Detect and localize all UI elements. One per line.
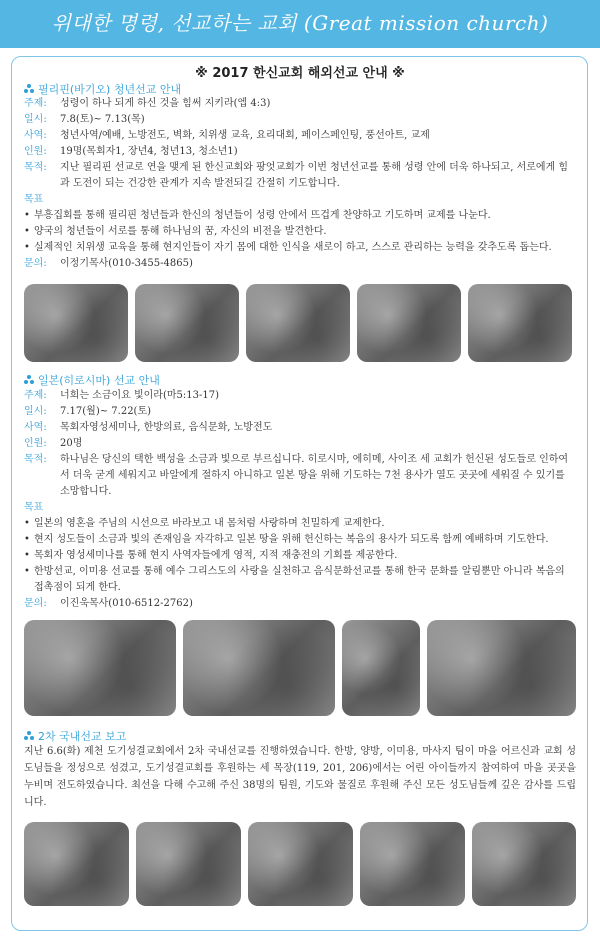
cluster-dots-icon [24, 375, 34, 385]
photo [342, 620, 420, 716]
info-label: 목적: [24, 454, 47, 465]
info-value: 7.8(토)~ 7.13(목) [60, 114, 145, 125]
document-title: ※ 2017 한신교회 해외선교 안내 ※ [195, 66, 405, 81]
cluster-dots-icon [24, 731, 34, 741]
section-heading-text: 일본(히로시마) 선교 안내 [38, 374, 160, 387]
photo [183, 620, 335, 716]
info-label: 인원: [24, 438, 47, 449]
info-label: 일시: [24, 406, 47, 417]
domestic-photo-strip [24, 822, 576, 906]
goal-list [24, 208, 576, 256]
info-row [24, 128, 576, 144]
contact-value: 이진욱목사(010-6512-2762) [60, 598, 193, 609]
info-row [24, 160, 576, 192]
list-item: • 양국의 청년들이 서로를 통해 하나님의 꿈, 자신의 비전을 발견한다. [24, 224, 576, 240]
contact-row [24, 256, 576, 272]
photo [135, 284, 239, 362]
info-row [24, 144, 576, 160]
goal-label: 목표 [24, 502, 44, 513]
cluster-dots-icon [24, 84, 34, 94]
photo [248, 822, 353, 906]
contact-label: 문의: [24, 258, 47, 269]
info-label: 주제: [24, 390, 47, 401]
info-value: 20명 [60, 438, 83, 449]
photo [357, 284, 461, 362]
info-row [24, 388, 576, 404]
photo [24, 284, 128, 362]
goal-label: 목표 [24, 194, 44, 205]
photo [360, 822, 465, 906]
japan-info [24, 388, 576, 612]
photo [468, 284, 572, 362]
info-label: 주제: [24, 98, 47, 109]
list-item: • 부흥집회를 통해 필리핀 청년들과 한신의 청년들이 성령 안에서 뜨겁게 찬양하고 기도하며 교제를 나눈다. [24, 208, 576, 224]
info-value: 청년사역/예배, 노방전도, 벽화, 치위생 교육, 요리대회, 페이스페인팅, 풍선아트, 교제 [60, 130, 430, 141]
info-label: 사역: [24, 422, 47, 433]
contact-row [24, 596, 576, 612]
info-row [24, 452, 576, 500]
photo [246, 284, 350, 362]
info-label: 인원: [24, 146, 47, 157]
section-heading-philippines [24, 81, 181, 97]
contact-value: 이정기목사(010-3455-4865) [60, 258, 193, 269]
list-item: • 한방선교, 이미용 선교를 통해 예수 그리스도의 사랑을 실천하고 음식문화선교를 통해 한국 문화를 알림뿐만 아니라 복음의 접촉점이 되게 한다. [24, 564, 576, 596]
info-row [24, 96, 576, 112]
info-row [24, 436, 576, 452]
list-item: • 실제적인 치위생 교육을 통해 현지인들이 자기 몸에 대한 인식을 새로이 하고, 스스로 관리하는 능력을 갖추도록 돕는다. [24, 240, 576, 256]
goal-list [24, 516, 576, 596]
list-item: • 일본의 영혼을 주님의 시선으로 바라보고 내 몸처럼 사랑하며 친밀하게 교제한다. [24, 516, 576, 532]
section-heading-domestic [24, 728, 126, 744]
info-value: 하나님은 당신의 택한 백성을 소금과 빛으로 부르십니다. 히로시마, 에히메, 사이조 세 교회가 헌신된 성도들로 인하여서 더욱 굳게 세워지고 바알에게 절하지 아니하고 일본 땅을 위해 기도하는 7천 용사가 열도 곳곳에 세워질 수 있기를 소망합니다. [60, 454, 569, 497]
photo [24, 620, 176, 716]
list-item: • 현지 성도들이 소금과 빛의 존재임을 자각하고 일본 땅을 위해 헌신하는 복음의 용사가 되도록 함께 예배하며 기도한다. [24, 532, 576, 548]
info-row [24, 404, 576, 420]
list-item: • 목회자 영성세미나를 통해 현지 사역자들에게 영적, 지적 재충전의 기회를 제공한다. [24, 548, 576, 564]
photo [472, 822, 576, 906]
philippines-photo-strip [24, 284, 576, 362]
info-value: 너희는 소금이요 빛이라(마5:13-17) [60, 390, 219, 401]
info-label: 목적: [24, 162, 47, 173]
info-value: 성령이 하나 되게 하신 것을 힘써 지키라(엡 4:3) [60, 98, 271, 109]
info-value: 7.17(월)~ 7.22(토) [60, 406, 152, 417]
section-heading-text: 2차 국내선교 보고 [38, 730, 127, 743]
info-label: 사역: [24, 130, 47, 141]
info-row [24, 112, 576, 128]
info-row [24, 420, 576, 436]
info-value: 지난 필리핀 선교로 연을 맺게 된 한신교회와 팡엇교회가 이번 청년선교를 통해 성령 안에 더욱 하나되고, 서로에게 힘과 도전이 되는 건강한 관계가 지속 발전되길 간절히 기도합니다. [60, 162, 569, 189]
domestic-report-text: 지난 6.6(화) 제천 도기성결교회에서 2차 국내선교를 진행하였습니다. 한방, 양방, 이미용, 마사지 팀이 마을 어르신과 교회 성도님들을 정성으로 섬겼고, 도기성결교회를 후원하는 세 목장(119, 201, 206)에서는 어린 아이들까지 참여하여 마을 곳곳을 누비며 전도하였습니다. 최선을 다해 수고해 주신 38명의 팀원, 기도와 물질로 후원해 주신 모든 성도님들께 깊은 감사를 드립니다. [24, 746, 576, 808]
info-value: 19명(목회자1, 장년4, 청년13, 청소년1) [60, 146, 238, 157]
photo [427, 620, 576, 716]
japan-photo-strip [24, 620, 576, 716]
contact-label: 문의: [24, 598, 47, 609]
section-heading-japan [24, 372, 160, 388]
banner-title: 위대한 명령, 선교하는 교회 (Great mission church) [51, 11, 549, 35]
photo [136, 822, 241, 906]
section-heading-text: 필리핀(바기오) 청년선교 안내 [38, 83, 182, 96]
info-value: 목회자영성세미나, 한방의료, 음식문화, 노방전도 [60, 422, 273, 433]
info-label: 일시: [24, 114, 47, 125]
header-banner [0, 0, 600, 48]
photo [24, 822, 129, 906]
philippines-info [24, 96, 576, 272]
